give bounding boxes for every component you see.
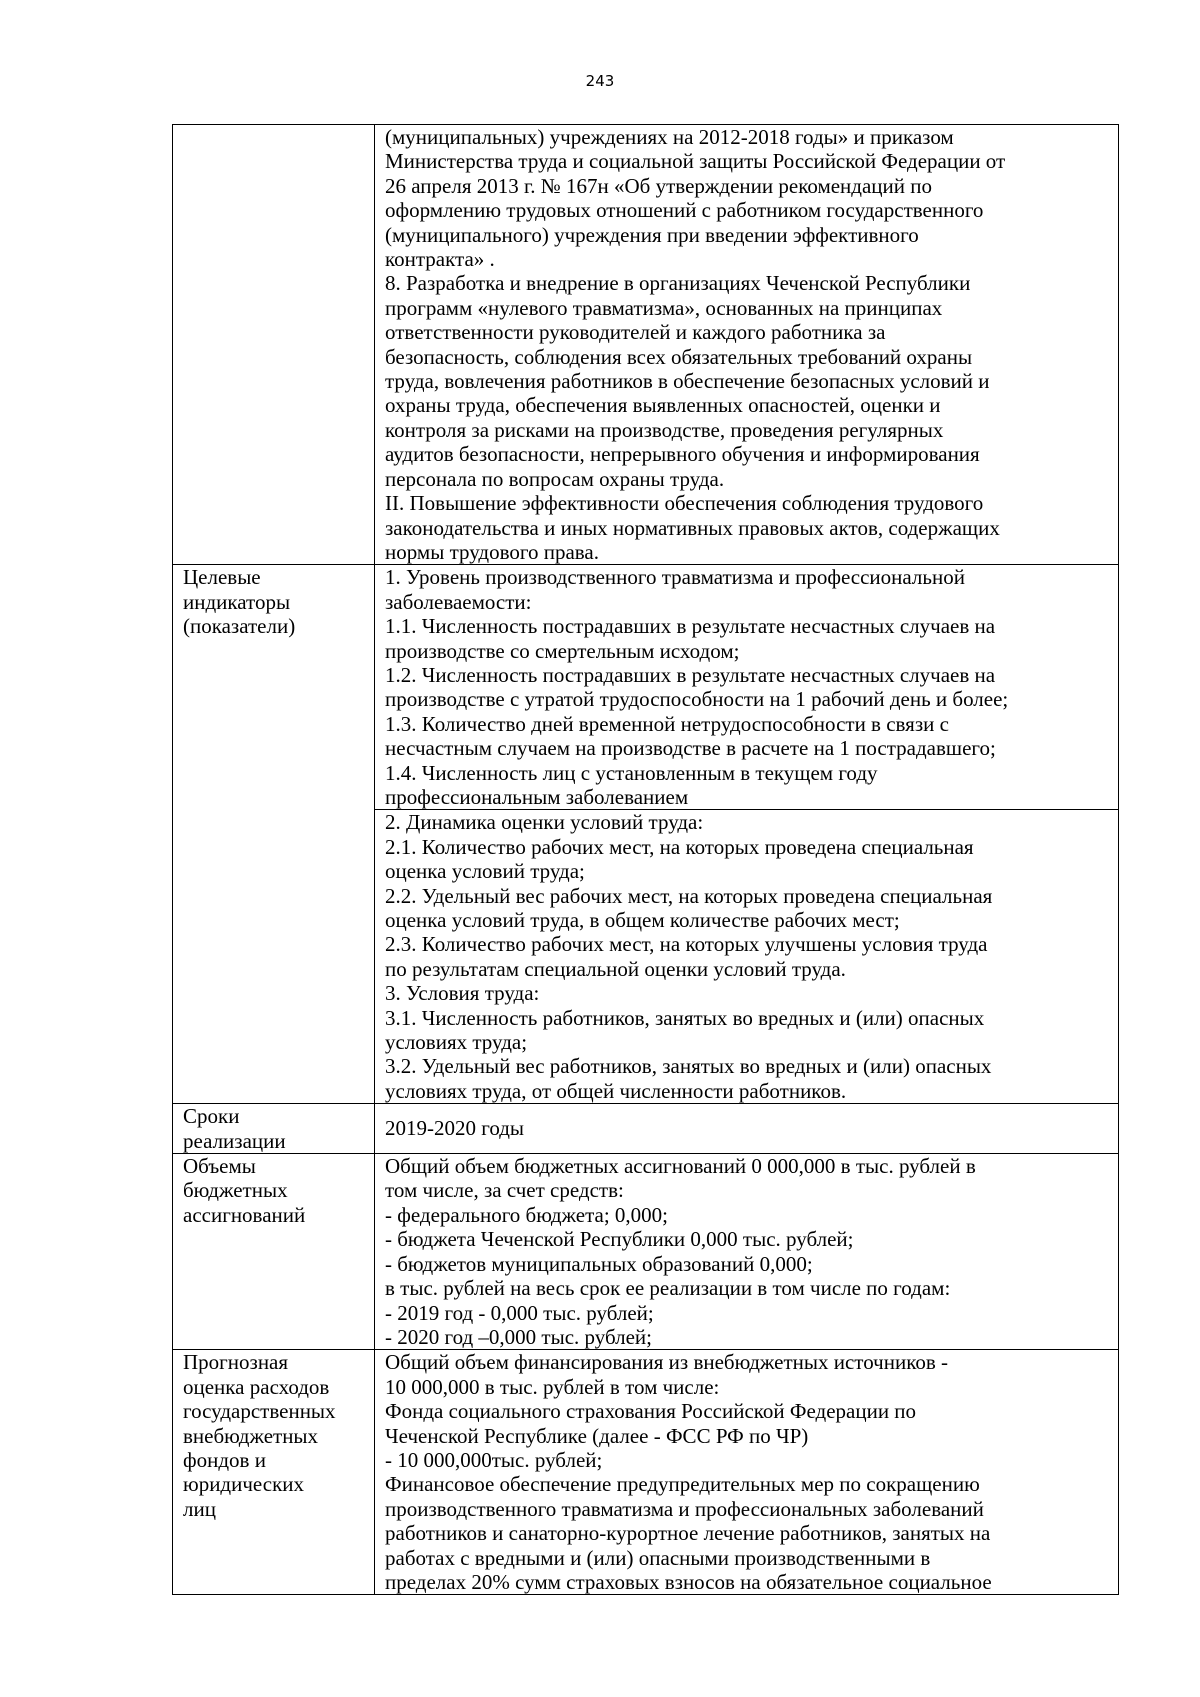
text-line: оценка расходов: [183, 1374, 330, 1399]
text-line: труда, вовлечения работников в обеспечение безопасных условий и: [385, 369, 990, 394]
row-label-empty: [173, 125, 375, 565]
text-line: контракта» .: [385, 247, 495, 272]
page-number: 243: [585, 72, 615, 90]
text-line: Общий объем финансирования из внебюджетных источников -: [385, 1350, 949, 1375]
text-line: том числе, за счет средств:: [385, 1178, 624, 1203]
text-line: - бюджета Чеченской Республики 0,000 тыс. рублей;: [385, 1227, 854, 1252]
indicators-cell-working-conditions: [375, 810, 1119, 1104]
passport-table: [172, 124, 1119, 1595]
text-line: условиях труда, от общей численности работников.: [385, 1078, 847, 1103]
table-row-budget: [173, 1154, 1119, 1350]
table-row-target-indicators: [173, 565, 1119, 810]
table-row-continuation: [173, 125, 1119, 565]
text-line: Целевые: [183, 565, 261, 590]
text-line: - 2020 год –0,000 тыс. рублей;: [385, 1324, 653, 1349]
budget-cell: [375, 1154, 1119, 1350]
text-line: контроля за рисками на производстве, проведения регулярных: [385, 417, 944, 442]
text-line: нормы трудового права.: [385, 539, 599, 564]
text-line: охраны труда, обеспечения выявленных опасностей, оценки и: [385, 393, 941, 418]
text-line: 1.1. Численность пострадавших в результате несчастных случаев на: [385, 614, 996, 639]
indicators-cell-injury: [375, 565, 1119, 810]
text-line: 26 апреля 2013 г. № 167н «Об утверждении рекомендаций по: [385, 173, 932, 198]
text-line: несчастным случаем на производстве в расчете на 1 пострадавшего;: [385, 736, 996, 761]
table-row-forecast: [173, 1350, 1119, 1595]
text-line: 1. Уровень производственного травматизма и профессиональной: [385, 565, 965, 590]
table-row-period: [173, 1104, 1119, 1154]
row-label-budget: [173, 1154, 375, 1350]
text-line: Чеченской Республике (далее - ФСС РФ по ЧР): [385, 1423, 809, 1448]
text-line: оформлению трудовых отношений с работником государственного: [385, 198, 984, 223]
text-line: - 2019 год - 0,000 тыс. рублей;: [385, 1300, 654, 1325]
text-line: 3.1. Численность работников, занятых во вредных и (или) опасных: [385, 1005, 985, 1030]
text-line: - бюджетов муниципальных образований 0,000;: [385, 1251, 813, 1276]
text-line: законодательства и иных нормативных правовых актов, содержащих: [385, 515, 1000, 540]
row-label-period: [173, 1104, 375, 1154]
text-line: 2019-2020 годы: [385, 1116, 525, 1141]
text-line: Министерства труда и социальной защиты Российской Федерации от: [385, 149, 1006, 174]
text-line: (муниципального) учреждения при введении эффективного: [385, 222, 919, 247]
text-line: Фонда социального страхования Российской Федерации по: [385, 1399, 917, 1424]
text-line: безопасность, соблюдения всех обязательных требований охраны: [385, 344, 973, 369]
text-line: заболеваемости:: [385, 589, 532, 614]
text-line: профессиональным заболеванием: [385, 784, 689, 809]
text-line: 2. Динамика оценки условий труда:: [385, 810, 704, 835]
continuation-cell: [375, 125, 1119, 565]
text-line: программ «нулевого травматизма», основанных на принципах: [385, 295, 943, 320]
text-line: 2.2. Удельный вес рабочих мест, на которых проведена специальная: [385, 883, 993, 908]
text-line: - 10 000,000тыс. рублей;: [385, 1447, 603, 1472]
text-line: работах с вредными и (или) опасными производственными в: [385, 1545, 931, 1570]
text-line: государственных: [183, 1399, 336, 1424]
row-label-forecast: [173, 1350, 375, 1595]
text-line: 3. Условия труда:: [385, 981, 540, 1006]
text-line: 10 000,000 в тыс. рублей в том числе:: [385, 1374, 720, 1399]
text-line: Сроки: [183, 1104, 240, 1129]
text-line: 2.3. Количество рабочих мест, на которых улучшены условия труда: [385, 932, 988, 957]
text-line: II. Повышение эффективности обеспечения соблюдения трудового: [385, 491, 984, 516]
text-line: бюджетных: [183, 1178, 288, 1203]
row-label-target-indicators: [173, 565, 375, 1104]
text-line: Объемы: [183, 1154, 256, 1179]
text-line: ответственности руководителей и каждого работника за: [385, 320, 886, 345]
text-line: аудитов безопасности, непрерывного обучения и информирования: [385, 442, 980, 467]
text-line: Финансовое обеспечение предупредительных мер по сокращению: [385, 1472, 980, 1497]
text-line: производстве с утратой трудоспособности на 1 рабочий день и более;: [385, 687, 1009, 712]
text-line: оценка условий труда;: [385, 859, 585, 884]
text-line: персонала по вопросам охраны труда.: [385, 466, 725, 491]
text-line: 1.2. Численность пострадавших в результате несчастных случаев на: [385, 662, 996, 687]
text-line: 3.2. Удельный вес работников, занятых во вредных и (или) опасных: [385, 1054, 992, 1079]
text-line: (показатели): [183, 614, 296, 639]
text-line: 8. Разработка и внедрение в организациях Чеченской Республики: [385, 271, 971, 296]
text-line: производственного травматизма и профессиональных заболеваний: [385, 1496, 984, 1521]
text-line: ассигнований: [183, 1202, 306, 1227]
text-line: 1.3. Количество дней временной нетрудоспособности в связи с: [385, 711, 949, 736]
forecast-cell: [375, 1350, 1119, 1595]
text-line: условиях труда;: [385, 1030, 528, 1055]
text-line: по результатам специальной оценки условий труда.: [385, 956, 846, 981]
period-cell: [375, 1104, 1119, 1154]
text-line: оценка условий труда, в общем количестве рабочих мест;: [385, 908, 900, 932]
text-line: лиц: [183, 1496, 216, 1521]
text-line: пределах 20% сумм страховых взносов на обязательное социальное: [385, 1569, 992, 1594]
text-line: фондов и: [183, 1447, 266, 1472]
text-line: Общий объем бюджетных ассигнований 0 000,000 в тыс. рублей в: [385, 1154, 976, 1179]
text-line: (муниципальных) учреждениях на 2012-2018 годы» и приказом: [385, 125, 954, 149]
text-line: внебюджетных: [183, 1423, 319, 1448]
text-line: в тыс. рублей на весь срок ее реализации в том числе по годам:: [385, 1276, 951, 1301]
text-line: индикаторы: [183, 589, 291, 614]
text-line: работников и санаторно-курортное лечение работников, занятых на: [385, 1521, 991, 1546]
text-line: Прогнозная: [183, 1350, 289, 1375]
text-line: юридических: [183, 1472, 305, 1497]
text-line: 1.4. Численность лиц с установленным в текущем году: [385, 760, 878, 785]
text-line: реализации: [183, 1128, 286, 1153]
text-line: производстве со смертельным исходом;: [385, 638, 740, 663]
text-line: 2.1. Количество рабочих мест, на которых проведена специальная: [385, 834, 974, 859]
text-line: - федерального бюджета; 0,000;: [385, 1202, 669, 1227]
